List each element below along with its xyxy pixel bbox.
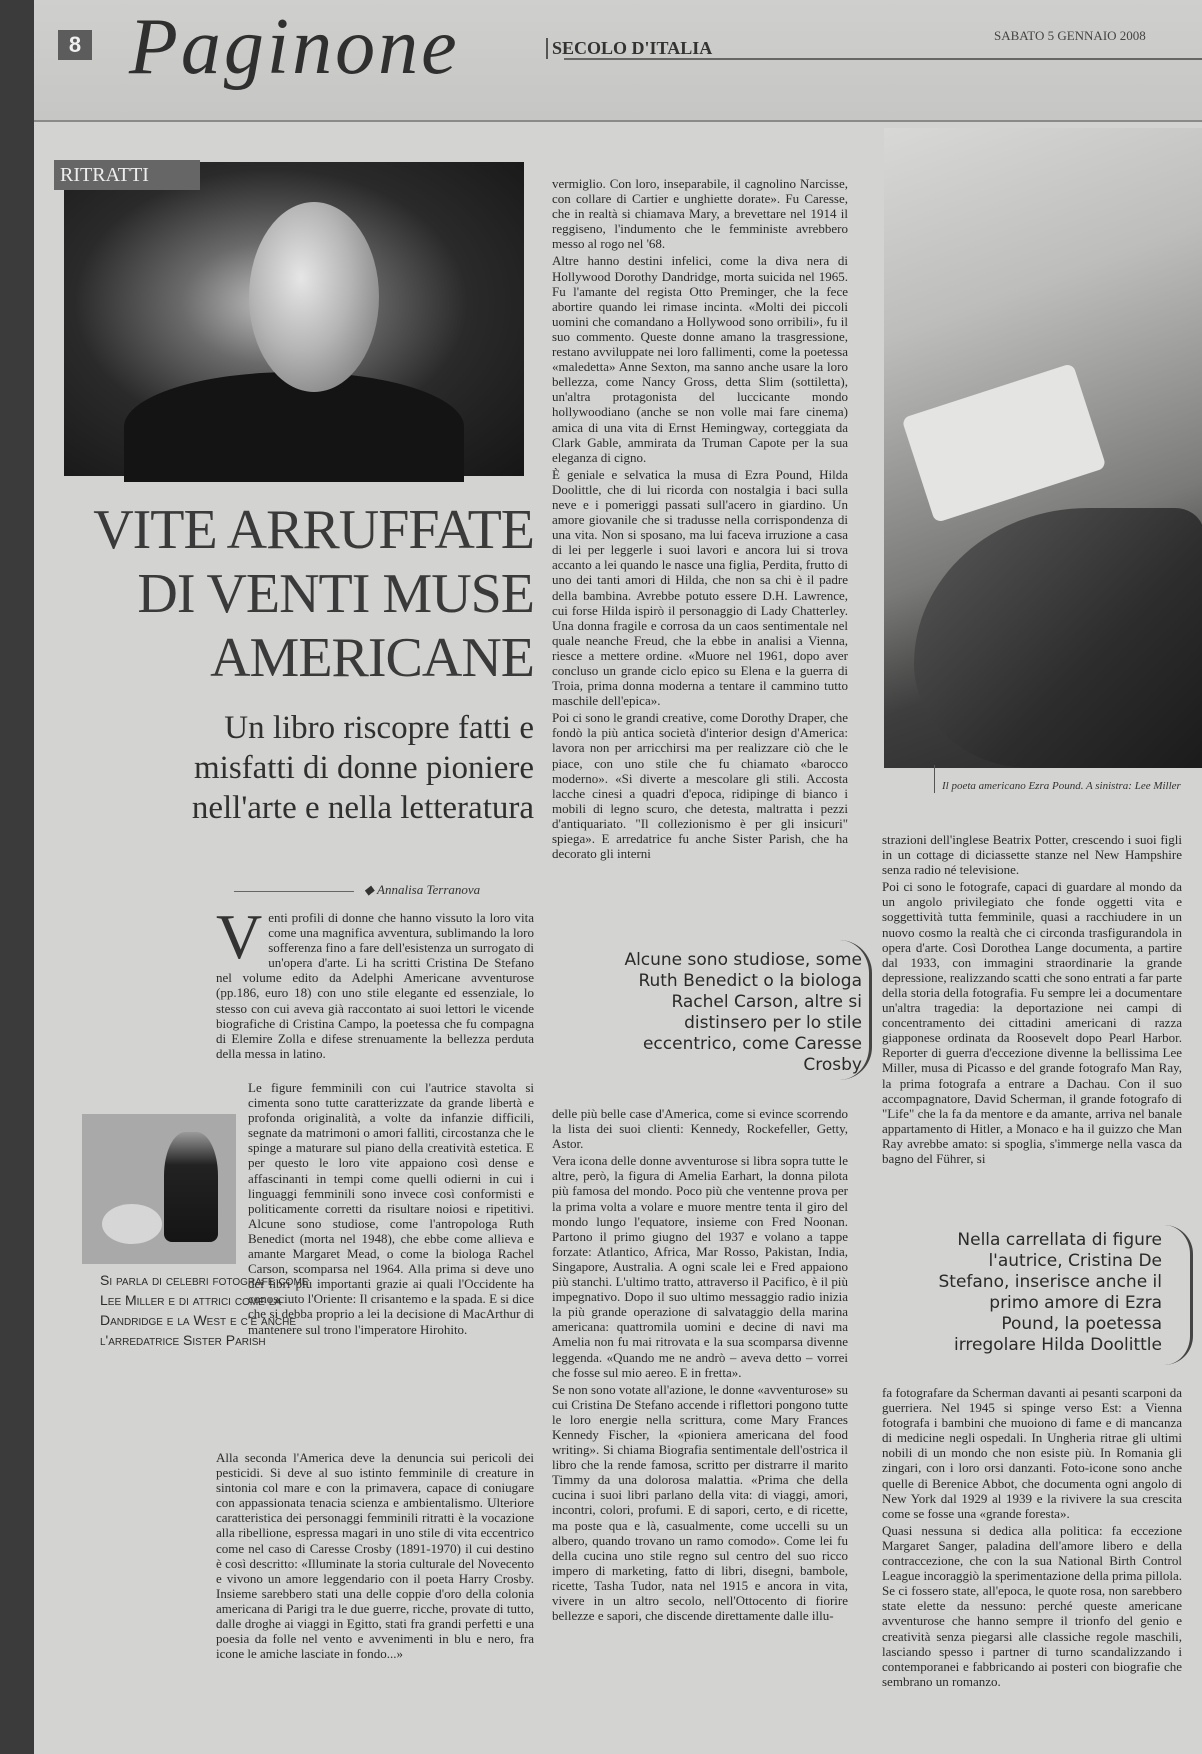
pull-quote-bracket-1 bbox=[839, 940, 872, 1080]
article-col-c bbox=[882, 832, 1182, 1168]
page-number: 8 bbox=[58, 30, 92, 60]
pull-quote-2: Nella carrellata di figure l'autrice, Cristina De Stefano, inserisce anche il primo amore di Ezra Pound, la poetessa irregolare Hilda Doolittle bbox=[938, 1230, 1162, 1355]
col-b-paragraph-1: vermiglio. Con loro, inseparabile, il cagnolino Narcisse, con collare di Cartier e unghiette dorate». Fu Caresse, che in realtà si chiamava Mary, a brevettare nel 1914 il reggiseno, l'indumento che le femministe avrebbero messo al rogo nel '68. bbox=[552, 176, 848, 252]
pull-quote-1: Alcune sono studiose, some Ruth Benedict o la biologa Rachel Carson, altre si distinsero per lo stile eccentrico, come Caresse Crosby bbox=[624, 950, 862, 1075]
portrait-shoulders bbox=[124, 372, 464, 482]
byline-author: Annalisa Terranova bbox=[377, 882, 481, 897]
inset-photo bbox=[82, 1114, 236, 1264]
photo-figure bbox=[164, 1132, 218, 1242]
painting-rocks bbox=[914, 508, 1202, 768]
painting-caption: Il poeta americano Ezra Pound. A sinistra: Lee Miller bbox=[942, 780, 1181, 792]
article-col-b2 bbox=[552, 1106, 848, 1625]
col-c-paragraph-1: strazioni dell'inglese Beatrix Potter, crescendo i suoi figli in un cottage di diciassette stanze nel New Hampshire senza radio né televisione. bbox=[882, 832, 1182, 878]
intro-paragraph: enti profili di donne che hanno vissuto la loro vita come una magnifica avventura, sublimando la loro sofferenza fino a fare dell'esistenza un surrogato di un'opera d'arte. Li ha scritti Cristina De Stefano nel volume edito da Adelphi Americane avventurose (pp.186, euro 18) con uno stile elegante ed essenziale, lo stesso con cui aveva già raccontato ai suoi lettori le vicende biografiche di Cristina Campo, la poetessa che fu compagna di Elemire Zolla e difese strenuamente la bellezza perduta della messa in latino. bbox=[216, 910, 534, 1061]
page-title: Paginone bbox=[129, 3, 460, 91]
article-col-b bbox=[552, 176, 848, 863]
byline-rule bbox=[234, 891, 354, 892]
paragraph-3: Alla seconda l'America deve la denuncia sui pericoli dei pesticidi. Si deve al suo istinto femminile di creature in sintonia col mare e con la primavera, capace di coniugare con appassionata tenacia scienza e ambientalismo. Ulteriore caratteristica dei personaggi femminili ritratti è la vocazione alla ribellione, espressa magari in uno stile di vita eccentrico come nel caso di Caresse Crosby (1891-1970) il cui destino è così descritto: «Illuminate la storia culturale del Novecento e vivono un amore leggendario con il poeta Harry Crosby. Insieme sarebbero stati una delle coppie d'oro della colonia americana di Parigi tra le due guerre, ricche, provate di tutto, dalle droghe ai viaggi in Egitto, stati fra grandi perfetti e una poesia da folle nel vento e avvenimenti in blu e nero, fra icone le amiche lasciate in fondo...» bbox=[216, 1450, 534, 1662]
newspaper-page bbox=[34, 0, 1202, 1754]
col-b2-paragraph-2: Vera icona delle donne avventurose si libra sopra tutte le altre, però, la figura di Amelia Earhart, la donna pilota più famosa del mondo. Poco più che ventenne prova per la prima volta a volare e muore mentre tenta il giro del mondo lungo l'equatore, insieme con Fred Noonan. Partono il primo giugno del 1937 e volano a tappe forzate: Atlantico, Africa, Mar Rosso, Pakistan, India, Singapore, Australia. A ogni scale lei e Fred appaiono più stanchi. L'ultimo tratto, attraverso il Pacifico, è il più impegnativo. Dopo il suo ultimo messaggio radio inizia la più grande operazione di salvataggio della marina americana: quattromila uomini e decine di navi ma Amelia non fu mai ritrovata e la sua scomparsa divenne leggenda. «Quando me ne andrò – aveva detto – vorrei che fosse sul mio aereo. E in fretta». bbox=[552, 1153, 848, 1380]
article-col-c2 bbox=[882, 1385, 1182, 1691]
drop-cap: V bbox=[216, 901, 263, 972]
issue-date: SABATO 5 GENNAIO 2008 bbox=[994, 28, 1146, 43]
col-b2-paragraph-1: delle più belle case d'America, come si evince scorrendo la lista dei suoi clienti: Kennedy, Rockefeller, Getty, Astor. bbox=[552, 1106, 848, 1152]
inset-photo-caption: Si parla di celebri fotografe come Lee Miller e di attrici come la Dandridge e la West e c'è anche l'arredatrice Sister Parish bbox=[100, 1272, 309, 1348]
col-b2-paragraph-3: Se non sono votate all'azione, le donne «avventurose» su cui Cristina De Stefano accende i riflettori pongono tutte le loro energie nella scrittura, come Mary Frances Kennedy Fischer, la «pioniera americana del food writing». Si chiama Biografia sentimentale dell'ostrica il libro che la rende famosa, scritto per distrarre il marito Timmy da una dolorosa malattia. «Prima che della cucina i suoi libri parlano della vita: di viaggi, amori, incontri, colori, profumi. E di sapori, certo, e di ricette, ma poste qua e là, casualmente, come uccelli su un albero, quando trovano un ramo comodo». Come lei fu della cucina uno stile regno sul centro del suo ricco impero di marketing, fatto di libri, disegni, bambole, ricette, Tasha Tudor, nata nel 1915 e ancora in vita, vivere in un altro secolo, nell'Ottocento di fiorire bellezze e sapori, che discende direttamente dalle illu- bbox=[552, 1381, 848, 1624]
col-b-paragraph-2: Altre hanno destini infelici, come la diva nera di Hollywood Dorothy Dandridge, morta suicida nel 1965. Fu l'amante del regista Otto Preminger, che la fece abortire quando lei rimase incinta. «Molti dei piccoli uomini che comandano a Hollywood sono orribili», fu il suo commento. Queste donne amano la trasgressione, restano avviluppate nei loro fallimenti, come la poetessa «maledetta» Anne Sexton, ma sanno anche usare la loro bellezza, come Nancy Gross, detta Slim (sottiletta), un'altra protagonista del luccicante mondo hollywoodiano (anche se non volle mai fare cinema) amica di una vita di Ernst Hemingway, corteggiata da Clark Gable, ammirata da Truman Capote per la sua eleganza di cigno. bbox=[552, 253, 848, 465]
col-b-paragraph-4: Poi ci sono le grandi creative, come Dorothy Draper, che fondò la più antica società d'interior design d'America: lavora non per arricchirsi ma per realizzare ciò che le piace, con uno stile che fu chiamato «barocco moderno». «Si diverte a mescolare gli stili. Accosta lacche cinesi a quadri d'epoca, ridipinge di bianco i mobili di legno scuro, che detesta, maltratta i pezzi d'antiquariato. "Il collezionismo è per gli insicuri" spiega». E arredatrice fu anche Sister Parish, che ha decorato gli interni bbox=[552, 710, 848, 862]
subheadline: Un libro riscopre fatti e misfatti di donne pioniere nell'arte e nella letteratura bbox=[191, 710, 534, 826]
header-rule bbox=[564, 58, 1202, 60]
portrait-photo bbox=[64, 162, 524, 476]
col-c-paragraph-2: Poi ci sono le fotografe, capaci di guardare al mondo da un angolo privilegiato che fonde oggetti vita e soggettività tutta femminile, quasi a racchiudere in un nuovo cosmo la realtà che ci circonda trasfigurandola in opera d'arte. Così Dorothea Lange documenta, a partire dal 1933, con immagini straordinarie la grande depressione, realizzando scatti che sono entrati a far parte della storia della fotografia. Fu sempre lei a documentare un'altra tragedia: la deportazione nei campi di concentramento dei cittadini americani di razza giapponese ordinata da Roosevelt dopo Pearl Harbor. Reporter di guerra d'eccezione divenne la bellissima Lee Miller, musa di Picasso e del grande fotografo Man Ray, la prima fotografa a entrare a Dachau. Con il suo accompagnatore, David Scherman, il grande fotografo di "Life" che la fa da mentore e da amante, arriva nel banale appartamento di Hitler, a Monaco e ha il guizzo che Man Ray avrebbe amato: si spoglia, s'immerge nella vasca da bagno del Führer, si bbox=[882, 879, 1182, 1166]
byline bbox=[364, 882, 480, 898]
painting-illustration bbox=[884, 128, 1202, 768]
byline-diamond-icon: ◆ bbox=[364, 882, 378, 897]
photo-flowers bbox=[102, 1204, 162, 1244]
paragraph-2: Le figure femminili con cui l'autrice stavolta si cimenta sono tutte caratterizzate da grande libertà e profonda originalità, a volte da infanzie difficili, segnate da matrimoni o amori falliti, circostanza che le spinge a maturare sul piano della creatività estetica. E per questo le loro vite appaiono così dense e affascinanti in tempi come quelli odierni in cui i linguaggi femminili sono invece così conformisti e politicamente corretti da risultare noiosi e ripetitivi. Alcune sono studiose, come l'antropologa Ruth Benedict (morta nel 1948), che ebbe come allieva e amante Margaret Mead, o come la biologa Rachel Carson, scomparsa nel 1964. Alla prima si deve uno dei libri più importanti grazie ai quali l'Occidente ha conosciuto l'Oriente: Il crisantemo e la spada. E si dice che si debba proprio a lei la decisione di MacArthur di mantenere sul trono l'imperatore Hirohito. bbox=[248, 1080, 534, 1337]
col-c2-paragraph-1: fa fotografare da Scherman davanti ai pesanti scarponi da guerriera. Nel 1945 si spinge verso Est: a Vienna fotografa i bambini che muoiono di fame e di mancanza di medicine negli ospedali. In Ungheria ritrae gli ultimi nobili di un mondo che non esiste più. In Romania gli zingari, con i loro orsi danzanti. Foto-icone sono anche quelle di Berenice Abbot, che documenta ogni angolo di New York dal 1929 al 1939 e la rivivere la sua crescita come se fosse una «grande foresta». bbox=[882, 1385, 1182, 1521]
portrait-face bbox=[249, 202, 379, 392]
col-b-paragraph-3: È geniale e selvatica la musa di Ezra Pound, Hilda Doolittle, che di lui ricorda con nostalgia i baci sulla neve e i pomeriggi passati sull'acero in giardino. Un amore giovanile che si tradusse nella corrispondenza di una vita. Non si sposano, ma lui faceva irruzione a casa di lei per leggerle i suoi lavori e ancora lui si trova accanto a lei quando le nasce una figlia, Perdita, frutto di uno dei tanti amori di Hilda, che non sa chi è il padre della bambina. Avrebbe potuto essere D.H. Lawrence, cui forse Hilda ispirò il personaggio di Lady Chatterley. Una donna fragile e corrosa da un caos sentimentale nel quale neanche Freud, che la ebbe in analisi a Vienna, riesce a mettere ordine. «Muore nel 1961, dopo aver concluso un grande ciclo epico su Elena e la guerra di Troia, prima donna moderna a tentare il cammino tutto maschile dell'epica». bbox=[552, 466, 848, 709]
col-c2-paragraph-2: Quasi nessuna si dedica alla politica: fa eccezione Margaret Sanger, paladina dell'amore libero e della contraccezione, che con la sua National Birth Control League incoraggiò la sperimentazione della prima pillola. Se ci fossero state, all'epoca, le quote rosa, non sarebbero state elette da nessuno: perché queste americane avventurose che hanno sempre il trionfo del genio e creatività senza piegarsi alle classiche regole maschili, lasciando spesso i partner di turno scandalizzando i contemporanei e fabbricando ai posteri con biografie che sembrano un romanzo. bbox=[882, 1522, 1182, 1689]
masthead: SECOLO D'ITALIA bbox=[546, 38, 712, 59]
article-col-a3 bbox=[216, 1450, 534, 1663]
painting-scroll bbox=[901, 363, 1106, 523]
article-intro bbox=[216, 901, 534, 1063]
section-label: RITRATTI bbox=[54, 160, 200, 190]
pull-quote-bracket-2 bbox=[1164, 1225, 1193, 1365]
caption-rule bbox=[934, 765, 935, 793]
headline: VITE ARRUFFATE DI VENTI MUSE AMERICANE bbox=[93, 499, 534, 689]
